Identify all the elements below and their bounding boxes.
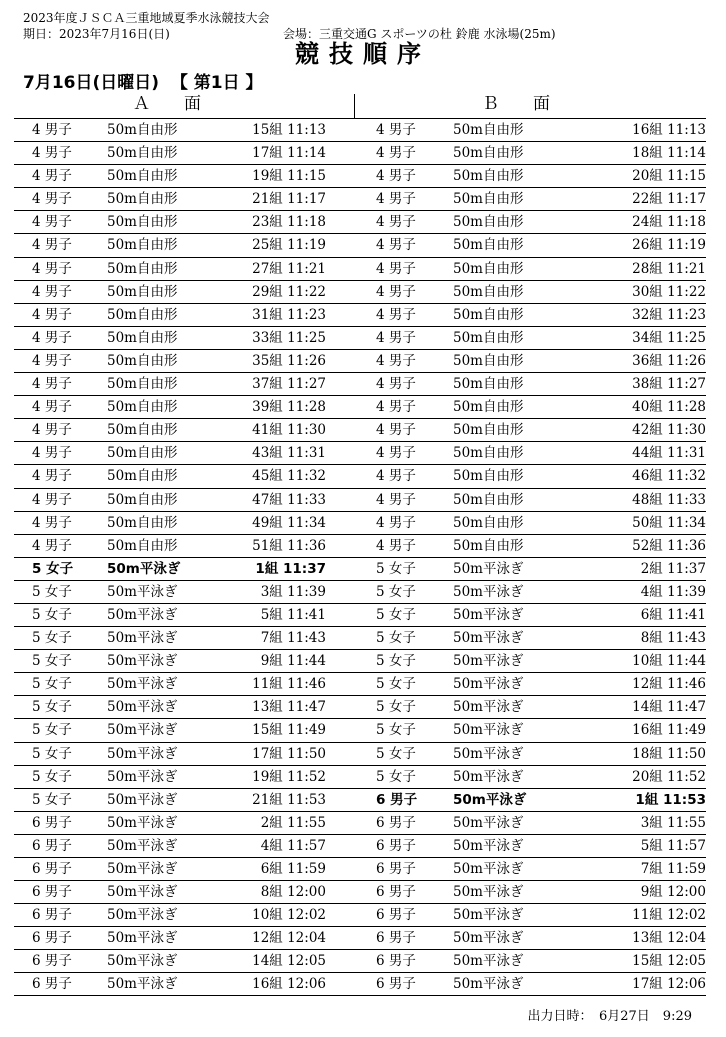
lane-a-heat-time: 43組 11:31 [252,445,326,462]
lane-a-heat-time: 12組 12:04 [252,930,326,947]
lane-b-heat-time: 44組 11:31 [632,445,706,462]
lane-a-age-sex: 5 女子 [32,560,74,577]
lane-a-event: 50m自由形 [107,537,178,554]
lane-a-age-sex: 4 男子 [32,491,72,508]
column-divider [354,94,355,118]
lane-b-heat-time: 22組 11:17 [632,191,706,208]
lane-b-age-sex: 4 男子 [376,468,416,485]
lane-a-age-sex: 5 女子 [32,583,72,600]
lane-a-event: 50m平泳ぎ [107,907,178,924]
lane-b-age-sex: 4 男子 [376,422,416,439]
lane-b-event: 50m平泳ぎ [453,583,524,600]
lane-b-event: 50m平泳ぎ [453,653,524,670]
lane-a-event: 50m平泳ぎ [107,630,178,647]
table-row [14,695,706,718]
lane-a-heat-time: 13組 11:47 [252,699,326,716]
lane-a-event: 50m自由形 [107,237,178,254]
lane-b-heat-time: 8組 11:43 [640,630,706,647]
lane-b-age-sex: 6 男子 [376,953,416,970]
lane-b-heat-time: 32組 11:23 [632,306,706,323]
lane-a-age-sex: 5 女子 [32,676,72,693]
lane-a-heat-time: 15組 11:13 [252,122,326,138]
lane-b-heat-time: 11組 12:02 [632,907,706,924]
table-row [14,926,706,949]
lane-a-heat-time: 47組 11:33 [252,491,326,508]
lane-a-heat-time: 45組 11:32 [252,468,326,485]
table-row [14,534,706,557]
lane-b-event: 50m自由形 [453,260,524,277]
lane-a-heat-time: 27組 11:21 [252,260,326,277]
lane-b-event: 50m平泳ぎ [453,699,524,716]
lane-a-age-sex: 4 男子 [32,306,72,323]
lane-b-age-sex: 4 男子 [376,237,416,254]
lane-b-event: 50m自由形 [453,214,524,231]
lane-b-event: 50m平泳ぎ [453,953,524,970]
lane-b-heat-time: 28組 11:21 [632,260,706,277]
lane-a-heat-time: 6組 11:59 [260,861,326,877]
lane-a-heat-time: 51組 11:36 [252,537,326,554]
lane-a-event: 50m平泳ぎ [107,861,178,877]
lane-b-heat-time: 10組 11:44 [632,653,706,670]
table-row [14,280,706,303]
lane-a-age-sex: 5 女子 [32,606,72,623]
lane-a-age-sex: 4 男子 [32,260,72,277]
table-row [14,903,706,926]
lane-b-event: 50m自由形 [453,283,524,300]
table-row [14,164,706,187]
lane-b-heat-time: 2組 11:37 [640,560,706,577]
table-row [14,395,706,418]
table-row [14,626,706,649]
lane-b-event: 50m自由形 [453,122,524,138]
table-row [14,742,706,765]
lane-b-age-sex: 5 女子 [376,630,416,647]
lane-b-age-sex: 4 男子 [376,445,416,462]
lane-a-age-sex: 4 男子 [32,145,72,162]
lane-a-age-sex: 5 女子 [32,768,72,785]
lane-a-heat-time: 7組 11:43 [260,630,326,647]
lane-a-age-sex: 5 女子 [32,699,72,716]
lane-a-age-sex: 4 男子 [32,283,72,300]
lane-b-heat-time: 3組 11:55 [640,814,706,831]
lane-a-heat-time: 35組 11:26 [252,352,326,369]
lane-b-heat-time: 46組 11:32 [632,468,706,485]
lane-b-event: 50m自由形 [453,145,524,162]
lane-b-age-sex: 6 男子 [376,930,416,947]
lane-b-age-sex: 5 女子 [376,699,416,716]
lane-a-event: 50m平泳ぎ [107,953,178,970]
table-row [14,580,706,603]
meet-date: 期日：2023年7月16日(日) [23,27,170,41]
schedule-table [14,118,706,996]
lane-b-event: 50m平泳ぎ [453,676,524,693]
lane-a-heat-time: 17組 11:14 [252,145,326,162]
table-row [14,765,706,788]
lane-b-age-sex: 4 男子 [376,191,416,208]
table-row [14,488,706,511]
lane-a-heat-time: 25組 11:19 [252,237,326,254]
lane-a-event: 50m自由形 [107,514,178,531]
lane-a-event: 50m平泳ぎ [107,722,178,739]
lane-b-event: 50m平泳ぎ [453,606,524,623]
table-row [14,788,706,811]
lane-a-event: 50m自由形 [107,422,178,439]
lane-b-heat-time: 26組 11:19 [632,237,706,254]
lane-a-age-sex: 4 男子 [32,329,72,346]
table-row [14,464,706,487]
lane-a-age-sex: 6 男子 [32,837,72,854]
lane-a-event: 50m平泳ぎ [107,976,178,993]
table-row [14,187,706,210]
lane-b-heat-time: 30組 11:22 [632,283,706,300]
lane-b-heat-time: 17組 12:06 [632,976,706,993]
lane-a-age-sex: 4 男子 [32,191,72,208]
lane-a-event: 50m自由形 [107,214,178,231]
lane-a-event: 50m自由形 [107,191,178,208]
lane-b-heat-time: 50組 11:34 [632,514,706,531]
table-row [14,880,706,903]
meet-venue: 会場：三重交通G スポーツの杜 鈴鹿 水泳場(25m) [283,27,556,41]
lane-a-event: 50m平泳ぎ [107,791,178,808]
lane-a-heat-time: 21組 11:53 [252,791,326,808]
lane-a-heat-time: 19組 11:52 [252,768,326,785]
lane-a-heat-time: 39組 11:28 [252,399,326,416]
lane-b-heat-time: 24組 11:18 [632,214,706,231]
lane-b-event: 50m自由形 [453,329,524,346]
lane-a-event: 50m自由形 [107,468,178,485]
lane-b-heat-time: 20組 11:52 [632,768,706,785]
lane-a-age-sex: 4 男子 [32,445,72,462]
lane-b-age-sex: 5 女子 [376,722,416,739]
lane-a-heat-time: 33組 11:25 [252,329,326,346]
lane-a-event: 50m平泳ぎ [107,560,181,577]
lane-b-event: 50m平泳ぎ [453,560,524,577]
table-row [14,441,706,464]
lane-b-event: 50m自由形 [453,399,524,416]
lane-a-event: 50m自由形 [107,399,178,416]
lane-b-age-sex: 6 男子 [376,861,416,877]
lane-b-heat-time: 34組 11:25 [632,329,706,346]
lane-b-age-sex: 4 男子 [376,214,416,231]
lane-b-event: 50m自由形 [453,168,524,185]
lane-b-event: 50m自由形 [453,491,524,508]
table-row [14,210,706,233]
lane-a-event: 50m自由形 [107,168,178,185]
lane-b-age-sex: 5 女子 [376,745,416,762]
lane-a-event: 50m自由形 [107,260,178,277]
table-row [14,303,706,326]
lane-b-age-sex: 6 男子 [376,884,416,901]
table-row [14,349,706,372]
lane-b-heat-time: 4組 11:39 [640,583,706,600]
lane-a-heat-time: 4組 11:57 [260,837,326,854]
lane-a-heat-time: 41組 11:30 [252,422,326,439]
lane-b-age-sex: 5 女子 [376,606,416,623]
lane-a-age-sex: 6 男子 [32,953,72,970]
lane-a-event: 50m自由形 [107,283,178,300]
lane-a-age-sex: 5 女子 [32,653,72,670]
table-row [14,326,706,349]
table-row [14,118,706,141]
table-row [14,857,706,880]
lane-a-age-sex: 4 男子 [32,537,72,554]
lane-a-age-sex: 4 男子 [32,214,72,231]
lane-b-heat-time: 16組 11:13 [632,122,706,138]
table-row [14,372,706,395]
lane-a-event: 50m平泳ぎ [107,768,178,785]
table-row [14,718,706,741]
lane-a-age-sex: 4 男子 [32,122,72,138]
lane-b-event: 50m平泳ぎ [453,884,524,901]
lane-b-age-sex: 4 男子 [376,122,416,138]
lane-b-event: 50m自由形 [453,468,524,485]
lane-b-event: 50m自由形 [453,422,524,439]
lane-a-age-sex: 5 女子 [32,722,72,739]
organizer-title: 2023年度ＪＳＣＡ三重地域夏季水泳競技大会 [23,11,270,25]
column-a-header: Ａ 面 [133,94,201,114]
lane-a-event: 50m平泳ぎ [107,930,178,947]
lane-a-event: 50m自由形 [107,491,178,508]
lane-b-age-sex: 6 男子 [376,907,416,924]
lane-a-event: 50m平泳ぎ [107,699,178,716]
lane-a-heat-time: 29組 11:22 [252,283,326,300]
lane-a-event: 50m平泳ぎ [107,606,178,623]
lane-b-age-sex: 5 女子 [376,768,416,785]
lane-b-age-sex: 5 女子 [376,583,416,600]
lane-b-heat-time: 52組 11:36 [632,537,706,554]
lane-b-age-sex: 4 男子 [376,260,416,277]
lane-a-event: 50m自由形 [107,306,178,323]
lane-a-age-sex: 6 男子 [32,907,72,924]
lane-b-heat-time: 18組 11:50 [632,745,706,762]
lane-a-age-sex: 4 男子 [32,399,72,416]
table-row [14,972,706,995]
lane-a-event: 50m平泳ぎ [107,814,178,831]
lane-b-heat-time: 18組 11:14 [632,145,706,162]
lane-b-heat-time: 12組 11:46 [632,676,706,693]
lane-b-event: 50m平泳ぎ [453,745,524,762]
table-row [14,834,706,857]
table-row [14,141,706,164]
lane-b-heat-time: 14組 11:47 [632,699,706,716]
lane-b-age-sex: 4 男子 [376,352,416,369]
lane-b-heat-time: 9組 12:00 [640,884,706,901]
lane-a-event: 50m自由形 [107,145,178,162]
lane-b-age-sex: 6 男子 [376,976,416,993]
lane-a-event: 50m平泳ぎ [107,653,178,670]
lane-b-heat-time: 15組 12:05 [632,953,706,970]
lane-a-heat-time: 11組 11:46 [252,676,326,693]
column-b-header: Ｂ 面 [482,94,550,114]
lane-a-heat-time: 8組 12:00 [260,884,326,901]
lane-a-heat-time: 1組 11:37 [255,560,326,577]
lane-b-heat-time: 48組 11:33 [632,491,706,508]
lane-a-heat-time: 37組 11:27 [252,376,326,393]
lane-a-heat-time: 3組 11:39 [260,583,326,600]
lane-a-event: 50m自由形 [107,122,178,138]
lane-a-heat-time: 23組 11:18 [252,214,326,231]
lane-a-age-sex: 4 男子 [32,376,72,393]
lane-b-event: 50m平泳ぎ [453,976,524,993]
lane-b-event: 50m平泳ぎ [453,814,524,831]
lane-a-age-sex: 5 女子 [32,745,72,762]
lane-a-age-sex: 4 男子 [32,168,72,185]
table-row [14,949,706,972]
lane-b-event: 50m自由形 [453,191,524,208]
lane-b-age-sex: 6 男子 [376,814,416,831]
table-row [14,649,706,672]
lane-b-heat-time: 38組 11:27 [632,376,706,393]
lane-a-event: 50m自由形 [107,352,178,369]
lane-b-event: 50m平泳ぎ [453,837,524,854]
day-label: 7月16日(日曜日) 【 第1日 】 [23,73,263,93]
lane-a-age-sex: 5 女子 [32,630,72,647]
table-row [14,811,706,834]
lane-a-heat-time: 31組 11:23 [252,306,326,323]
lane-b-age-sex: 4 男子 [376,491,416,508]
lane-b-heat-time: 6組 11:41 [640,606,706,623]
lane-b-heat-time: 1組 11:53 [635,791,706,808]
lane-a-age-sex: 4 男子 [32,468,72,485]
lane-b-event: 50m自由形 [453,306,524,323]
lane-b-event: 50m平泳ぎ [453,930,524,947]
lane-a-age-sex: 6 男子 [32,861,72,877]
lane-a-heat-time: 49組 11:34 [252,514,326,531]
lane-b-event: 50m自由形 [453,237,524,254]
lane-a-heat-time: 16組 12:06 [252,976,326,993]
lane-b-age-sex: 4 男子 [376,329,416,346]
lane-a-event: 50m平泳ぎ [107,837,178,854]
lane-a-heat-time: 5組 11:41 [260,606,326,623]
lane-b-age-sex: 5 女子 [376,676,416,693]
table-row [14,418,706,441]
lane-a-age-sex: 6 男子 [32,930,72,947]
lane-b-heat-time: 20組 11:15 [632,168,706,185]
lane-b-heat-time: 16組 11:49 [632,722,706,739]
lane-a-age-sex: 4 男子 [32,352,72,369]
lane-a-heat-time: 9組 11:44 [260,653,326,670]
lane-a-event: 50m平泳ぎ [107,676,178,693]
lane-a-age-sex: 6 男子 [32,976,72,993]
page-title: 競技順序 [295,39,431,68]
lane-b-age-sex: 4 男子 [376,168,416,185]
table-row [14,233,706,256]
lane-b-age-sex: 6 男子 [376,837,416,854]
lane-b-event: 50m平泳ぎ [453,722,524,739]
lane-a-age-sex: 6 男子 [32,814,72,831]
lane-b-event: 50m平泳ぎ [453,861,524,877]
lane-a-age-sex: 4 男子 [32,422,72,439]
table-row [14,603,706,626]
table-row [14,672,706,695]
lane-a-heat-time: 21組 11:17 [252,191,326,208]
lane-b-age-sex: 4 男子 [376,283,416,300]
lane-a-event: 50m平泳ぎ [107,884,178,901]
lane-b-event: 50m自由形 [453,514,524,531]
lane-b-event: 50m自由形 [453,352,524,369]
lane-a-heat-time: 17組 11:50 [252,745,326,762]
lane-b-event: 50m自由形 [453,537,524,554]
lane-b-event: 50m自由形 [453,376,524,393]
print-timestamp: 出力日時： 6月27日 9:29 [527,1009,692,1024]
lane-a-heat-time: 15組 11:49 [252,722,326,739]
lane-a-heat-time: 10組 12:02 [252,907,326,924]
lane-b-heat-time: 42組 11:30 [632,422,706,439]
lane-a-event: 50m自由形 [107,329,178,346]
lane-b-age-sex: 4 男子 [376,514,416,531]
lane-b-age-sex: 4 男子 [376,376,416,393]
lane-a-heat-time: 14組 12:05 [252,953,326,970]
lane-b-heat-time: 13組 12:04 [632,930,706,947]
lane-a-age-sex: 6 男子 [32,884,72,901]
lane-a-event: 50m平泳ぎ [107,583,178,600]
lane-a-heat-time: 2組 11:55 [260,814,326,831]
lane-a-age-sex: 4 男子 [32,514,72,531]
lane-a-event: 50m平泳ぎ [107,745,178,762]
lane-a-heat-time: 19組 11:15 [252,168,326,185]
lane-b-heat-time: 7組 11:59 [640,861,706,877]
lane-b-event: 50m平泳ぎ [453,791,527,808]
lane-b-event: 50m平泳ぎ [453,630,524,647]
lane-b-age-sex: 4 男子 [376,145,416,162]
lane-b-heat-time: 40組 11:28 [632,399,706,416]
lane-b-age-sex: 5 女子 [376,653,416,670]
table-row [14,257,706,280]
lane-b-heat-time: 36組 11:26 [632,352,706,369]
table-row [14,511,706,534]
lane-a-age-sex: 4 男子 [32,237,72,254]
lane-b-event: 50m平泳ぎ [453,907,524,924]
lane-b-age-sex: 5 女子 [376,560,416,577]
lane-a-age-sex: 5 女子 [32,791,72,808]
lane-b-age-sex: 4 男子 [376,399,416,416]
lane-b-age-sex: 6 男子 [376,791,418,808]
lane-b-age-sex: 4 男子 [376,306,416,323]
lane-b-heat-time: 5組 11:57 [640,837,706,854]
lane-b-event: 50m平泳ぎ [453,768,524,785]
lane-a-event: 50m自由形 [107,445,178,462]
lane-a-event: 50m自由形 [107,376,178,393]
lane-b-age-sex: 4 男子 [376,537,416,554]
lane-b-event: 50m自由形 [453,445,524,462]
table-row [14,557,706,580]
